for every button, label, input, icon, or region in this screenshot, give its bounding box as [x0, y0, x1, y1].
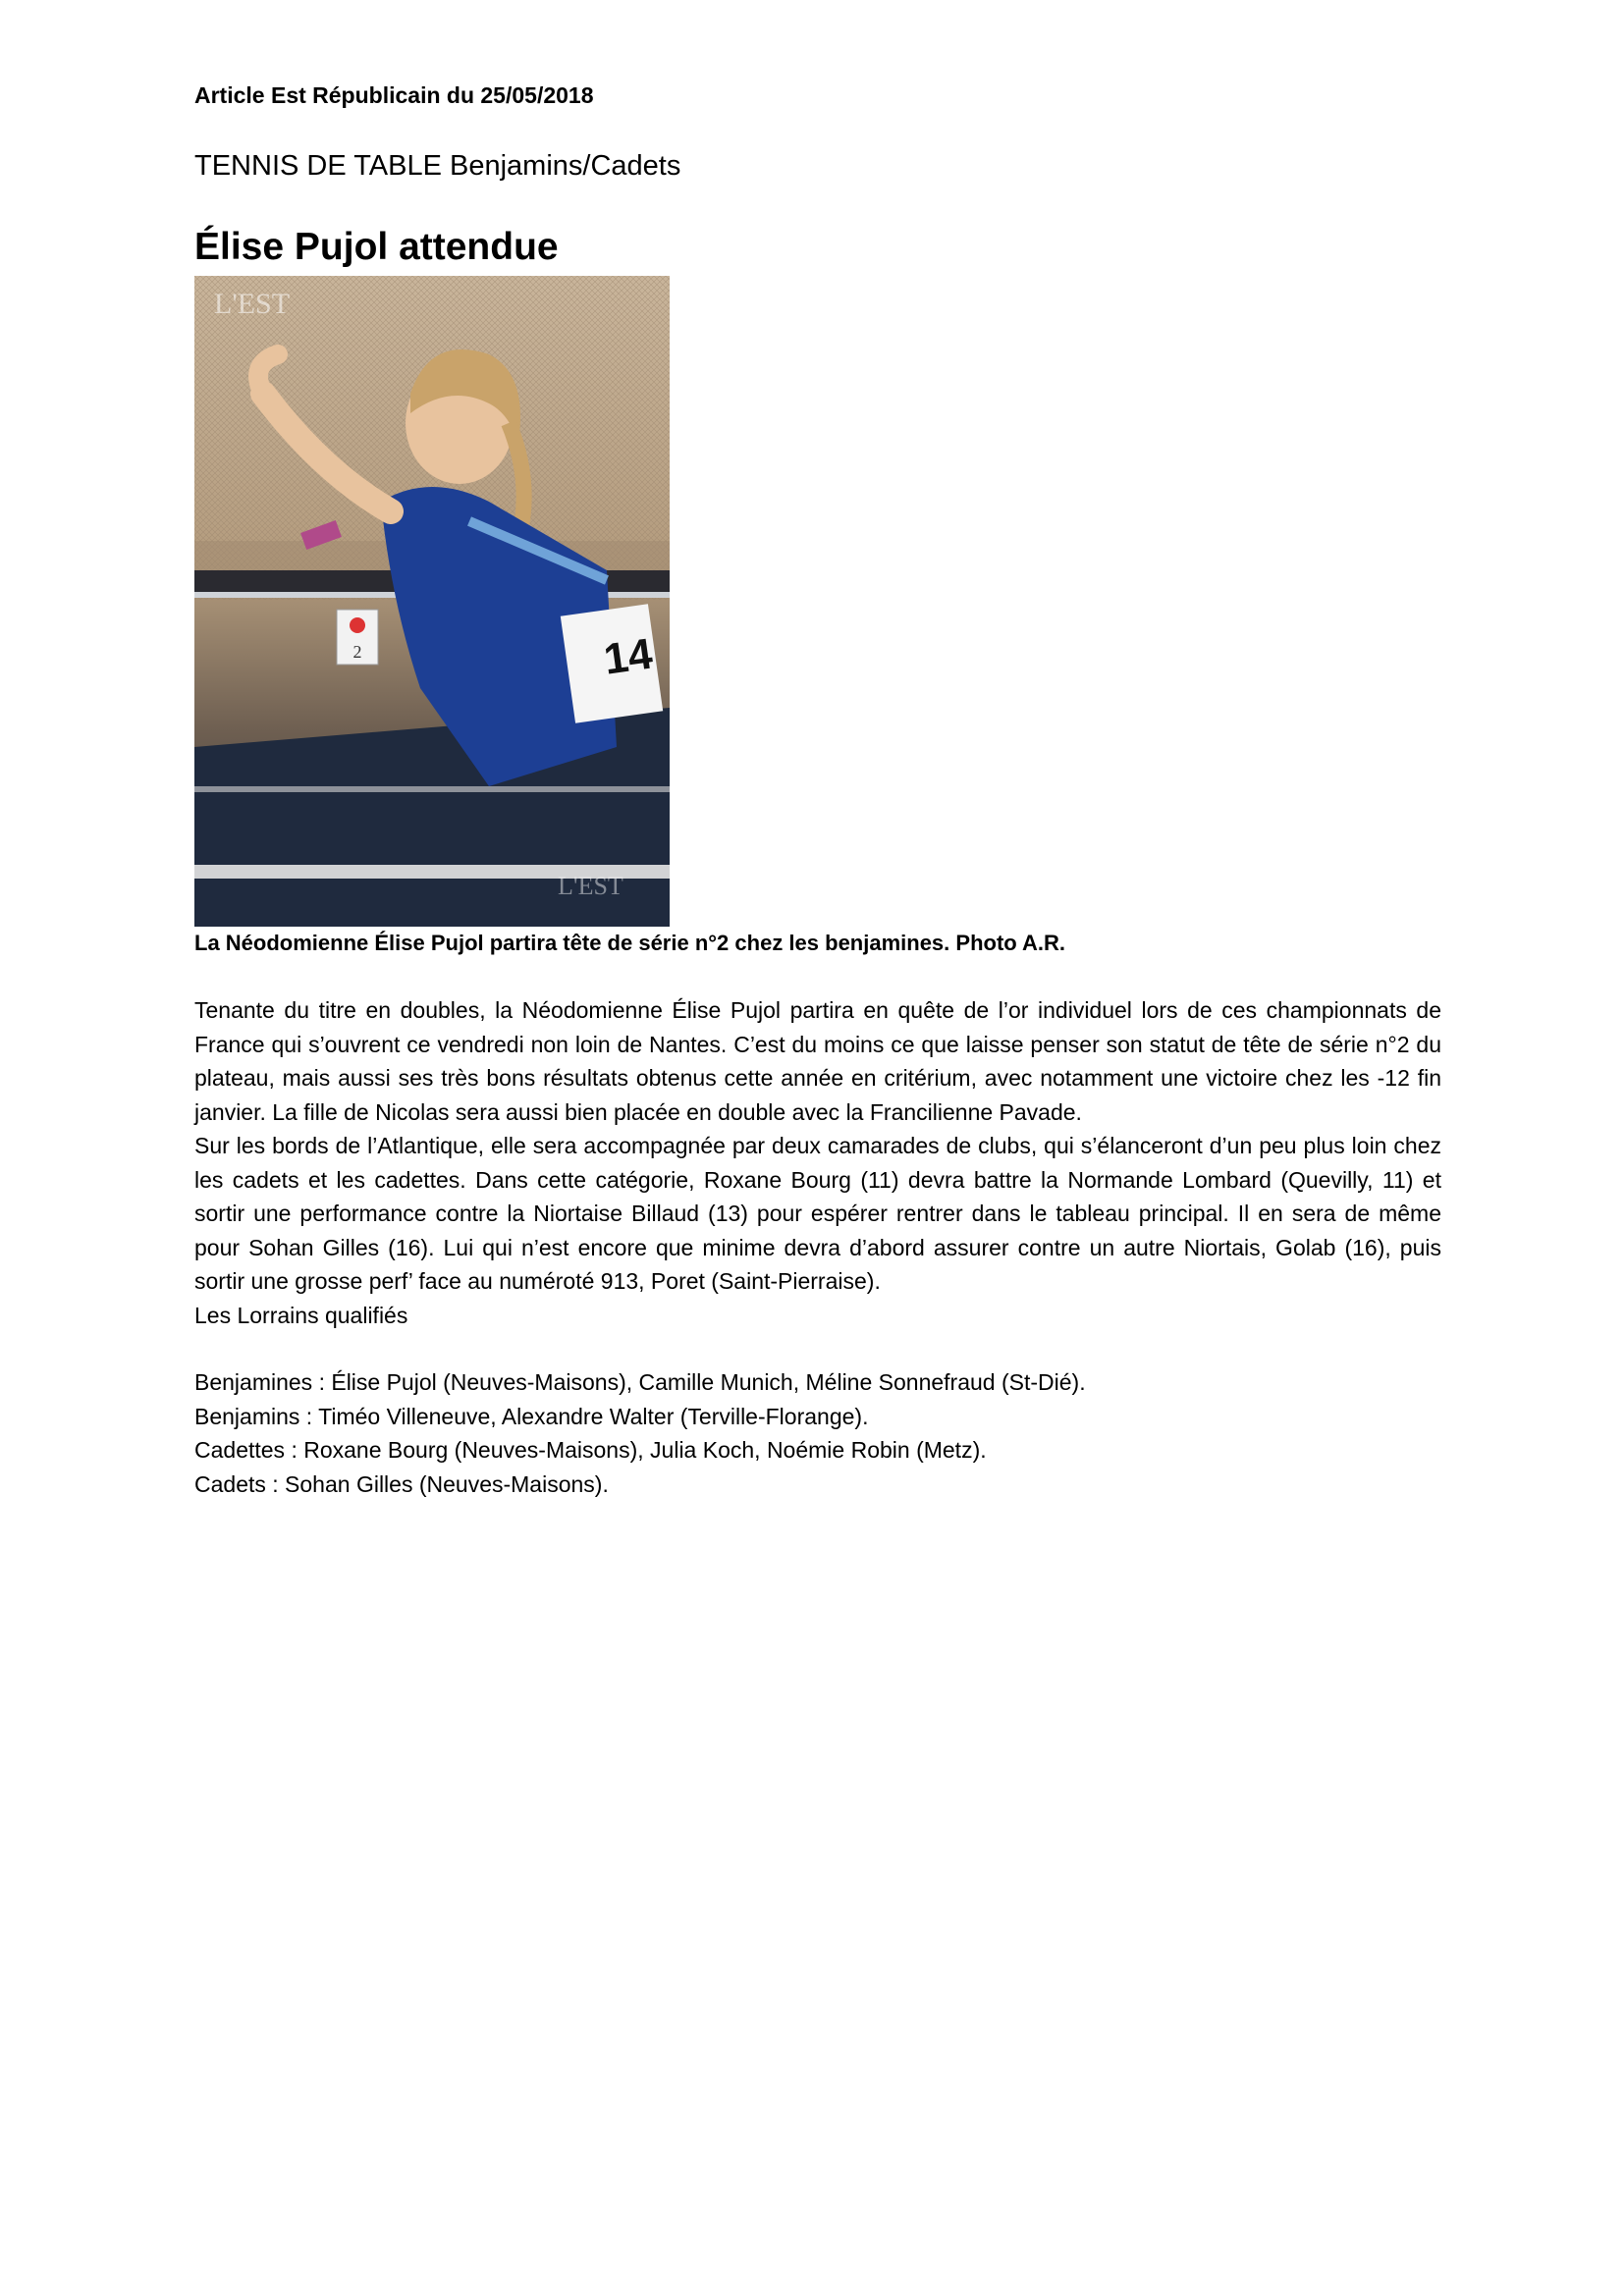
- list-item: Benjamines : Élise Pujol (Neuves-Maisons), Camille Munich, Méline Sonnefraud (St-Dié).: [194, 1369, 1086, 1395]
- list-item: Cadets : Sohan Gilles (Neuves-Maisons).: [194, 1470, 609, 1497]
- source-line: Article Est Républicain du 25/05/2018: [194, 82, 594, 108]
- article-photo: [194, 276, 670, 927]
- photo-caption: La Néodomienne Élise Pujol partira tête de série n°2 chez les benjamines. Photo A.R.: [194, 931, 1066, 955]
- watermark-bottom: L'EST: [558, 872, 623, 900]
- marker-logo-icon: [350, 617, 365, 633]
- watermark-top: L'EST: [214, 288, 291, 320]
- paragraph: Tenante du titre en doubles, la Néodomienne Élise Pujol partira en quête de l’or individuel lors de ces championnats de France qui s’ouvrent ce vendredi non loin de Nantes. C’est du moins ce que laisse penser son statut de tête de série n°2 du plateau, mais aussi ses très bons résultats obtenus cette année en critérium, avec notamment une victoire chez les -12 fin janvier. La fille de Nicolas sera aussi bien placée en double avec la Francilienne Pavade.: [194, 997, 1441, 1125]
- list-item: Benjamins : Timéo Villeneuve, Alexandre Walter (Terville-Florange).: [194, 1403, 869, 1429]
- qualified-list: [194, 1365, 1441, 1501]
- list-item: Cadettes : Roxane Bourg (Neuves-Maisons), Julia Koch, Noémie Robin (Metz).: [194, 1437, 987, 1463]
- rubric: TENNIS DE TABLE Benjamins/Cadets: [194, 150, 681, 182]
- table-marker-number: 2: [352, 642, 362, 662]
- headline: Élise Pujol attendue: [194, 226, 559, 268]
- paragraph: Les Lorrains qualifiés: [194, 1302, 408, 1328]
- paragraph: Sur les bords de l’Atlantique, elle sera accompagnée par deux camarades de clubs, qui s’élanceront d’un peu plus loin chez les cadets et les cadettes. Dans cette catégorie, Roxane Bourg (11) devra battre la Normande Lombard (Quevilly, 11) et sortir une performance contre la Niortaise Billaud (13) pour espérer rentrer dans le tableau principal. Il en sera de même pour Sohan Gilles (16). Lui qui n’est encore que minime devra d’abord assurer contre un autre Niortais, Golab (16), puis sortir une grosse perf’ face au numéroté 913, Poret (Saint-Pierraise).: [194, 1133, 1441, 1294]
- article-body: [194, 993, 1441, 1501]
- bib-number: 14: [601, 629, 656, 684]
